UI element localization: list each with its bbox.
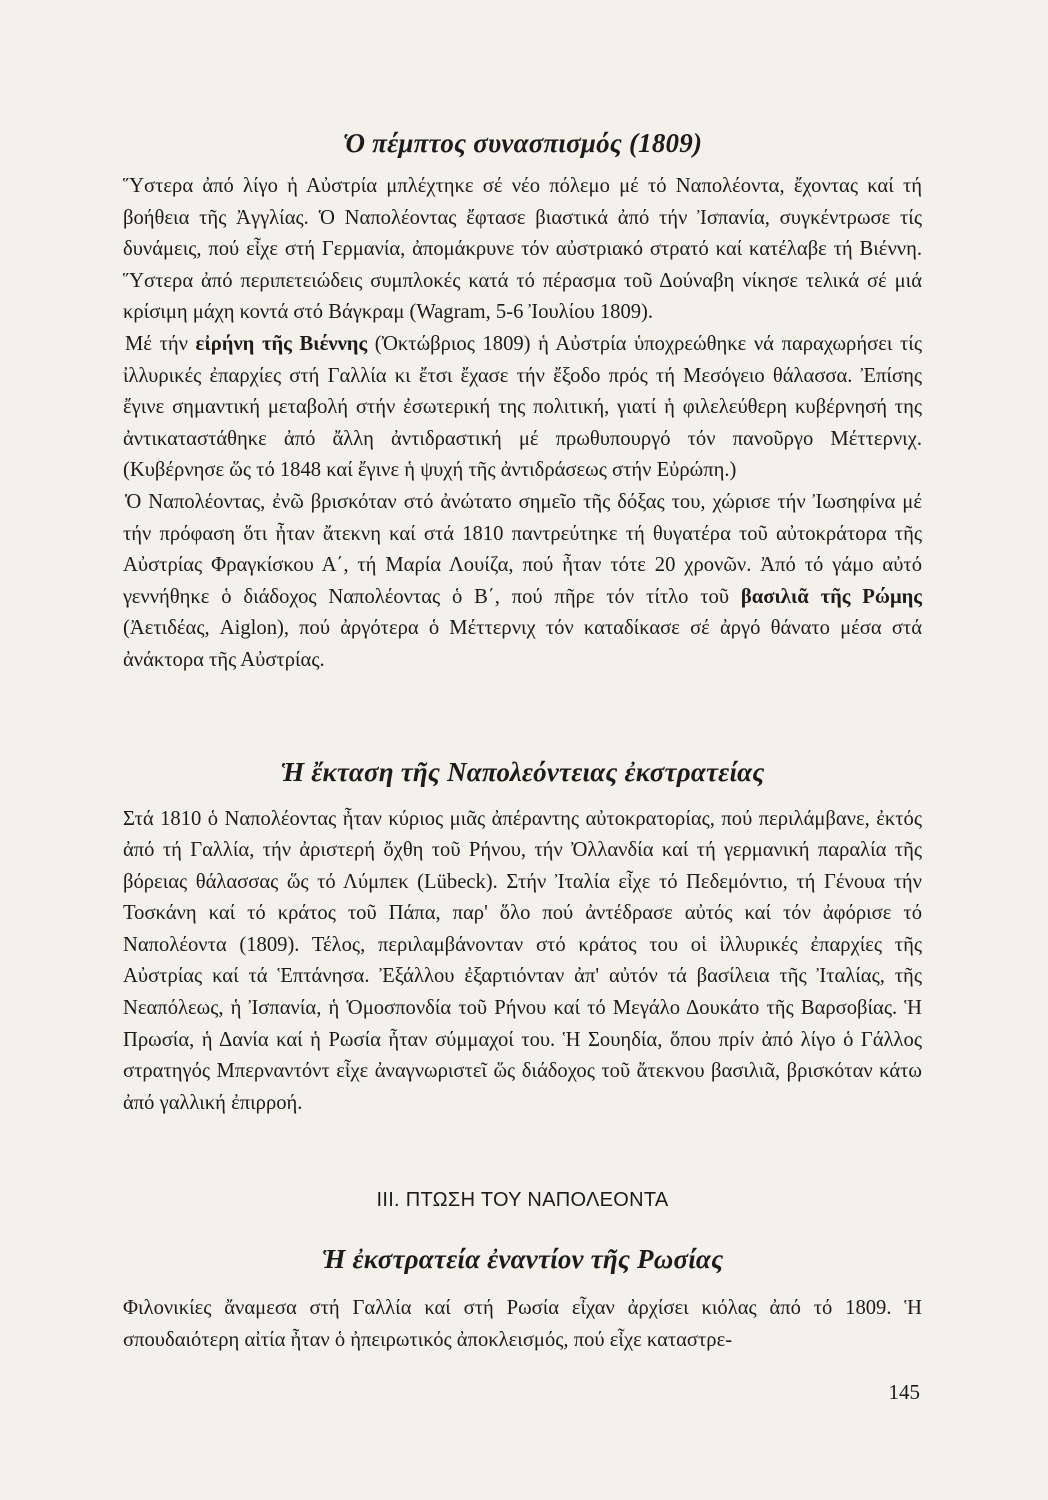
section-title-russian-campaign: Ἡ ἐκστρατεία ἐναντίον τῆς Ρωσίας — [321, 1244, 724, 1275]
chapter-heading: III. ΠΤΩΣΗ ΤΟΥ ΝΑΠΟΛΕΟΝΤΑ — [376, 1189, 669, 1212]
paragraph-text: (Ἀετιδέας, Aiglon), πού ἀργότερα ὁ Μέττερνιχ τόν καταδίκασε σέ ἀργό θάνατο μέσα στά ἀνάκτορα τῆς Αὐστρίας. — [123, 617, 922, 671]
paragraph: Ὕστερα ἀπό λίγο ἡ Αὐστρία μπλέχτηκε σέ νέο πόλεμο μέ τό Ναπολέοντα, ἔχοντας καί τή βοήθεια τῆς Ἀγγλίας. Ὁ Ναπολέοντας ἔφτασε βιαστικά ἀπό τήν Ἰσπανία, συγκέντρωσε τίς δυνάμεις, πού εἶχε στή Γερμανία, ἀπομάκρυνε τόν αὐστριακό στρατό καί κατέλαβε τή Βιέννη. Ὕστερα ἀπό περιπετειώδεις συμπλοκές κατά τό πέρασμα τοῦ Δούναβη νίκησε τελικά σέ μιά κρίσιμη μάχη κοντά στό Βάγκραμ (Wagram, 5-6 Ἰουλίου 1809). — [123, 175, 922, 324]
paragraph-text: Μέ τήν — [125, 332, 196, 355]
paragraph: Στά 1810 ὁ Ναπολέοντας ἦταν κύριος μιᾶς ἀπέραντης αὐτοκρατορίας, πού περιλάμβανε, ἐκτός ἀπό τή Γαλλία, τήν ἀριστερή ὄχθη τοῦ Ρήνου, τήν Ὀλλανδία καί τή γερμανική παραλία τῆς βόρειας θάλασσας ὥς τό Λύμπεκ (Lübeck). Στήν Ἰταλία εἶχε τό Πεδεμόντιο, τή Γένουα τήν Τοσκάνη καί τό κράτος τοῦ Πάπα, παρ' ὅλο πού ἀντέδρασε αὐτός καί τόν ἀφόρισε τό Ναπολέοντα (1809). Τέλος, περιλαμβάνονταν στό κράτος του οἱ ἰλλυρικές ἐπαρχίες τῆς Αὐστρίας καί τά Ἑπτάνησα. Ἐξάλλου ἐξαρτιόνταν ἀπ' αὐτόν τά βασίλεια τῆς Ἰταλίας, τῆς Νεαπόλεως, ἡ Ἰσπανία, ἡ Ὁμοσπονδία τοῦ Ρήνου καί τό Μεγάλο Δουκάτο τῆς Βαρσοβίας. Ἡ Πρωσία, ἡ Δανία καί ἡ Ρωσία ἦταν σύμμαχοί του. Ἡ Σουηδία, ὅπου πρίν ἀπό λίγο ὁ Γάλλος στρατηγός Μπερναντόντ εἶχε ἀναγνωριστεῖ ὥς διάδοχος τοῦ ἄτεκνου βασιλιᾶ, βρισκόταν κάτω ἀπό γαλλική ἐπιρροή. — [123, 807, 922, 1114]
paragraph: Φιλονικίες ἄναμεσα στή Γαλλία καί στή Ρωσία εἶχαν ἀρχίσει κιόλας ἀπό τό 1809. Ἡ σπουδαιότερη αἰτία ἦταν ὁ ἠπειρωτικός ἀποκλεισμός, πού εἶχε καταστρε- — [123, 1297, 922, 1352]
page-number: 145 — [888, 1380, 920, 1404]
section-title-fifth-coalition: Ὁ πέμπτος συνασπισμός (1809) — [342, 128, 703, 158]
paragraph — [123, 487, 922, 677]
paragraph-text: Ὁ Ναπολέοντας, ἐνῶ βρισκόταν στό ἀνώτατο σημεῖο τῆς δόξας του, χώρισε τήν Ἰωσηφίνα μέ τήν πρόφαση ὅτι ἦταν ἄτεκνη καί στά 1810 παντρεύτηκε τή θυγατέρα τοῦ αὐτοκράτορα τῆς Αὐστρίας Φραγκίσκου Α΄, τή Μαρία Λουίζα, πού ἦταν τότε 20 χρονῶν. Ἀπό τό γάμο αὐτό γεννήθηκε ὁ διάδοχος Ναπολέοντας ὁ Β΄, πού πῆρε τόν τίτλο τοῦ — [123, 490, 922, 608]
paragraph-text: (Ὀκτώβριος 1809) ἡ Αὐστρία ὑποχρεώθηκε νά παραχωρήσει τίς ἰλλυρικές ἐπαρχίες στή Γαλλία κι ἔτσι ἔχασε τήν ἔξοδο πρός τή Μεσόγειο θάλασσα. Ἐπίσης ἔγινε σημαντική μεταβολή στήν ἐσωτερική της πολιτική, γιατί ἡ φιλελεύθερη κυβέρνησή της ἀντικαταστάθηκε ἀπό ἄλλη ἀντιδραστική μέ πρωθυπουργό τόν πανοῦργο Μέττερνιχ. (Κυβέρνησε ὥς τό 1848 καί ἔγινε ἡ ψυχή τῆς ἀντιδράσεως στήν Εὐρώπη.) — [123, 332, 922, 482]
paragraph — [123, 329, 922, 487]
section-title-extent-of-empire: Ἡ ἔκταση τῆς Ναπολεόντειας ἐκστρατείας — [280, 756, 765, 787]
emphasis-king-of-rome: βασιλιᾶ τῆς Ρώμης — [740, 585, 922, 608]
emphasis-peace-of-vienna: εἰρήνη τῆς Βιέννης — [195, 332, 368, 355]
